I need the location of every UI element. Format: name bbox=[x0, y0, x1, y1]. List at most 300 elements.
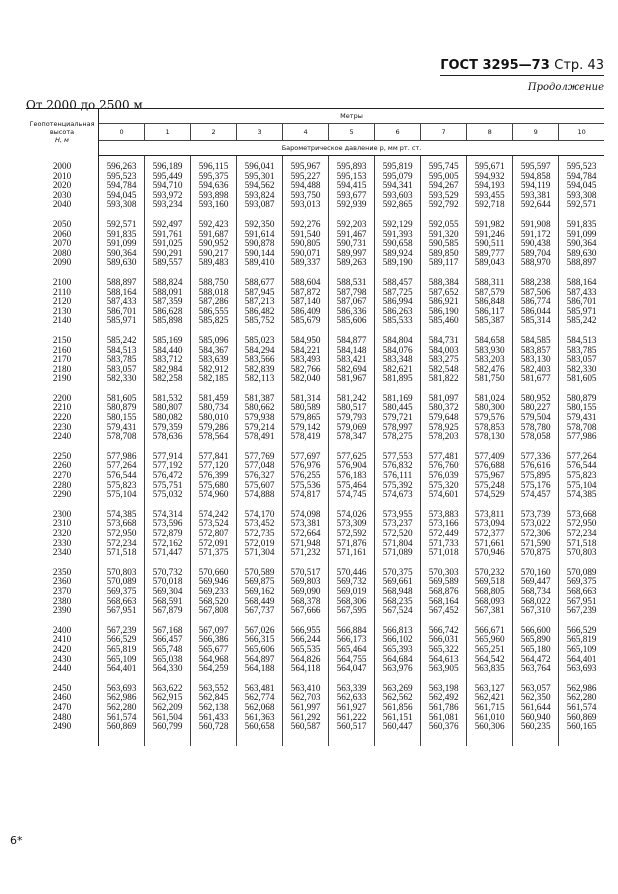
pressure-cell: 569,875 bbox=[237, 577, 283, 587]
pressure-cell: 580,662 bbox=[237, 403, 283, 413]
metres-label: Метры bbox=[99, 109, 605, 124]
pressure-cell: 574,529 bbox=[467, 490, 513, 500]
pressure-cell: 564,968 bbox=[191, 655, 237, 665]
pressure-cell: 591,614 bbox=[237, 230, 283, 240]
pressure-cell: 575,823 bbox=[566, 470, 597, 481]
pressure-cell: 570,089 bbox=[99, 577, 145, 587]
pressure-cell: 581,822 bbox=[421, 374, 467, 384]
pressure-cell: 568,663 bbox=[99, 597, 145, 607]
pressure-cell: 569,946 bbox=[191, 577, 237, 587]
empty-cell bbox=[237, 732, 283, 746]
pressure-cell: 574,385 bbox=[566, 489, 597, 500]
height-cell: 2430 bbox=[26, 655, 99, 665]
pressure-cell: 587,945 bbox=[237, 288, 283, 298]
pressure-cell: 560,306 bbox=[467, 722, 513, 732]
table-row bbox=[26, 374, 604, 384]
pressure-cell: 584,148 bbox=[329, 346, 375, 356]
pressure-cell: 568,948 bbox=[375, 587, 421, 597]
height-cell: 2360 bbox=[26, 577, 99, 587]
pressure-cell: 580,734 bbox=[191, 403, 237, 413]
pressure-cell: 567,808 bbox=[191, 606, 237, 616]
pressure-cell: 566,671 bbox=[467, 616, 513, 636]
pressure-cell: 583,930 bbox=[467, 346, 513, 356]
pressure-cell: 589,117 bbox=[421, 258, 467, 268]
pressure-cell: 592,939 bbox=[329, 200, 375, 210]
pressure-cell: 566,173 bbox=[329, 635, 375, 645]
pressure-cell: 574,314 bbox=[145, 500, 191, 520]
page-header bbox=[440, 58, 604, 76]
pressure-cell: 568,449 bbox=[237, 597, 283, 607]
pressure-cell: 563,198 bbox=[421, 674, 467, 694]
pressure-cell: 573,883 bbox=[421, 500, 467, 520]
table-row bbox=[26, 156, 604, 172]
pressure-cell: 565,960 bbox=[467, 635, 513, 645]
pressure-cell: 561,433 bbox=[191, 713, 237, 723]
pressure-cell: 582,113 bbox=[237, 374, 283, 384]
pressure-cell: 562,068 bbox=[237, 703, 283, 713]
pressure-cell: 583,785 bbox=[566, 344, 597, 355]
pressure-cell: 582,694 bbox=[329, 365, 375, 375]
pressure-cell: 585,387 bbox=[467, 316, 513, 326]
pressure-cell: 592,423 bbox=[191, 210, 237, 230]
pressure-cell: 568,805 bbox=[467, 587, 513, 597]
height-cell: 2460 bbox=[26, 693, 99, 703]
pressure-cell: 562,492 bbox=[421, 693, 467, 703]
pressure-cell: 590,952 bbox=[191, 239, 237, 249]
height-cell: 2480 bbox=[26, 713, 99, 723]
height-cell: 2130 bbox=[26, 307, 99, 317]
pressure-cell: 560,728 bbox=[191, 722, 237, 732]
pressure-cell: 589,704 bbox=[513, 249, 559, 259]
pressure-cell: 592,571 bbox=[99, 210, 145, 230]
pressure-cell: 578,130 bbox=[467, 432, 513, 442]
pressure-cell: 568,520 bbox=[191, 597, 237, 607]
column-header: 1 bbox=[145, 124, 191, 141]
pressure-cell: 564,684 bbox=[375, 655, 421, 665]
pressure-cell: 566,600 bbox=[513, 616, 559, 636]
pressure-cell: 582,330 bbox=[99, 374, 145, 384]
pressure-cell: 570,232 bbox=[467, 558, 513, 578]
pressure-cell: 565,038 bbox=[145, 655, 191, 665]
pressure-cell: 567,310 bbox=[513, 606, 559, 616]
pressure-cell: 571,804 bbox=[375, 539, 421, 549]
pressure-cell: 591,908 bbox=[513, 210, 559, 230]
pressure-cell: 561,715 bbox=[467, 703, 513, 713]
pressure-cell: 575,464 bbox=[329, 481, 375, 491]
pressure-cell: 580,879 bbox=[99, 403, 145, 413]
pressure-cell: 583,785 bbox=[99, 355, 145, 365]
height-cell: 2190 bbox=[26, 374, 99, 384]
column-header: 2 bbox=[191, 124, 237, 141]
pressure-cell: 569,803 bbox=[283, 577, 329, 587]
pressure-cell: 573,955 bbox=[375, 500, 421, 520]
pressure-cell: 579,865 bbox=[283, 413, 329, 423]
pressure-cell: 580,082 bbox=[145, 413, 191, 423]
pressure-cell: 580,589 bbox=[283, 403, 329, 413]
pressure-cell: 564,613 bbox=[421, 655, 467, 665]
pressure-cell: 589,410 bbox=[237, 258, 283, 268]
pressure-cell: 586,994 bbox=[375, 297, 421, 307]
pressure-cell: 588,897 bbox=[566, 257, 597, 268]
pressure-cell: 595,523 bbox=[99, 172, 145, 182]
pressure-cell: 569,661 bbox=[375, 577, 421, 587]
pressure-cell: 572,091 bbox=[191, 539, 237, 549]
pressure-label: Барометрическое давление p, мм рт. ст. bbox=[99, 141, 605, 156]
pressure-cell: 568,378 bbox=[283, 597, 329, 607]
pressure-cell: 565,890 bbox=[513, 635, 559, 645]
pressure-cell: 572,306 bbox=[513, 529, 559, 539]
pressure-cell: 588,897 bbox=[99, 268, 145, 288]
pressure-cell: 567,879 bbox=[145, 606, 191, 616]
row-header-line: высота bbox=[49, 128, 75, 137]
table-row bbox=[26, 674, 604, 694]
pressure-cell: 560,165 bbox=[566, 721, 597, 732]
pressure-cell: 573,237 bbox=[375, 519, 421, 529]
pressure-cell: 566,955 bbox=[283, 616, 329, 636]
pressure-cell: 569,090 bbox=[283, 587, 329, 597]
pressure-cell: 560,658 bbox=[237, 722, 283, 732]
column-header: 7 bbox=[421, 124, 467, 141]
height-cell: 2290 bbox=[26, 490, 99, 500]
pressure-cell: 593,677 bbox=[329, 191, 375, 201]
pressure-cell: 581,967 bbox=[329, 374, 375, 384]
pressure-cell: 585,096 bbox=[191, 326, 237, 346]
height-cell: 2000 bbox=[26, 156, 99, 172]
pressure-cell: 563,481 bbox=[237, 674, 283, 694]
pressure-cell: 565,180 bbox=[513, 645, 559, 655]
height-cell: 2230 bbox=[26, 423, 99, 433]
pressure-cell: 590,144 bbox=[237, 249, 283, 259]
pressure-cell: 584,513 bbox=[99, 346, 145, 356]
pressure-cell: 570,946 bbox=[467, 548, 513, 558]
pressure-cell: 580,517 bbox=[329, 403, 375, 413]
pressure-cell: 571,876 bbox=[329, 539, 375, 549]
pressure-cell: 572,735 bbox=[237, 529, 283, 539]
pressure-cell: 571,161 bbox=[329, 548, 375, 558]
pressure-cell: 589,483 bbox=[191, 258, 237, 268]
pressure-cell: 567,026 bbox=[237, 616, 283, 636]
pressure-cell: 576,544 bbox=[99, 471, 145, 481]
pressure-cell: 593,603 bbox=[375, 191, 421, 201]
pressure-cell: 562,350 bbox=[513, 693, 559, 703]
pressure-cell: 592,129 bbox=[375, 210, 421, 230]
pressure-cell: 577,697 bbox=[283, 442, 329, 462]
pressure-cell: 585,898 bbox=[145, 316, 191, 326]
pressure-cell: 561,574 bbox=[99, 713, 145, 723]
pressure-cell: 589,263 bbox=[329, 258, 375, 268]
pressure-cell: 574,242 bbox=[191, 500, 237, 520]
pressure-cell: 575,104 bbox=[566, 479, 597, 490]
height-cell: 2220 bbox=[26, 413, 99, 423]
pressure-cell: 566,884 bbox=[329, 616, 375, 636]
pressure-cell: 586,117 bbox=[467, 307, 513, 317]
empty-cell bbox=[191, 732, 237, 746]
pressure-cell: 593,308 bbox=[99, 200, 145, 210]
pressure-cell: 576,616 bbox=[513, 461, 559, 471]
height-cell: 2200 bbox=[26, 384, 99, 404]
height-cell: 2180 bbox=[26, 365, 99, 375]
pressure-cell: 590,071 bbox=[283, 249, 329, 259]
height-cell: 2390 bbox=[26, 606, 99, 616]
pressure-cell: 575,967 bbox=[467, 471, 513, 481]
pressure-cell: 578,419 bbox=[283, 432, 329, 442]
pressure-cell: 561,010 bbox=[467, 713, 513, 723]
pressure-cell: 587,286 bbox=[191, 297, 237, 307]
pressure-cell: 582,912 bbox=[191, 365, 237, 375]
pressure-cell: 589,997 bbox=[329, 249, 375, 259]
height-cell: 2450 bbox=[26, 674, 99, 694]
pressure-cell: 587,359 bbox=[145, 297, 191, 307]
pressure-cell: 566,102 bbox=[375, 635, 421, 645]
pressure-cell: 594,710 bbox=[145, 181, 191, 191]
height-cell: 2210 bbox=[26, 403, 99, 413]
pressure-cell: 576,327 bbox=[237, 471, 283, 481]
pressure-cell: 594,193 bbox=[467, 181, 513, 191]
pressure-cell: 580,155 bbox=[566, 402, 597, 413]
pressure-cell: 577,264 bbox=[99, 461, 145, 471]
pressure-cell: 564,897 bbox=[237, 655, 283, 665]
table-row bbox=[26, 384, 604, 404]
pressure-cell: 590,438 bbox=[513, 239, 559, 249]
pressure-cell: 562,703 bbox=[283, 693, 329, 703]
pressure-cell: 560,869 bbox=[566, 711, 597, 722]
pressure-cell: 581,677 bbox=[513, 374, 559, 384]
pressure-cell: 583,203 bbox=[467, 355, 513, 365]
pressure-cell: 574,601 bbox=[421, 490, 467, 500]
pressure-cell: 588,091 bbox=[145, 288, 191, 298]
pressure-cell: 564,401 bbox=[99, 664, 145, 674]
empty-cell bbox=[559, 732, 604, 746]
pressure-cell: 561,151 bbox=[375, 713, 421, 723]
pressure-cell: 595,967 bbox=[283, 156, 329, 172]
pressure-cell: 567,666 bbox=[283, 606, 329, 616]
pressure-cell: 585,971 bbox=[99, 316, 145, 326]
pressure-cell: 585,460 bbox=[421, 316, 467, 326]
pressure-cell: 563,269 bbox=[375, 674, 421, 694]
pressure-cell: 583,348 bbox=[375, 355, 421, 365]
pressure-cell: 566,529 bbox=[99, 635, 145, 645]
pressure-cell: 577,336 bbox=[513, 442, 559, 462]
pressure-cell: 560,869 bbox=[99, 722, 145, 732]
pressure-cell: 593,455 bbox=[467, 191, 513, 201]
pressure-cell: 593,013 bbox=[283, 200, 329, 210]
continuation-note: Продолжение bbox=[527, 82, 604, 93]
pressure-cell: 577,048 bbox=[237, 461, 283, 471]
pressure-cell: 562,986 bbox=[566, 682, 597, 693]
pressure-cell: 578,491 bbox=[237, 432, 283, 442]
pressure-cell: 595,153 bbox=[329, 172, 375, 182]
pressure-cell: 595,671 bbox=[467, 156, 513, 172]
pressure-cell: 566,529 bbox=[566, 624, 597, 635]
pressure-cell: 575,320 bbox=[421, 481, 467, 491]
pressure-cell: 565,322 bbox=[421, 645, 467, 655]
pressure-cell: 586,263 bbox=[375, 307, 421, 317]
pressure-cell: 591,835 bbox=[99, 230, 145, 240]
pressure-cell: 578,853 bbox=[467, 423, 513, 433]
pressure-cell: 591,467 bbox=[329, 230, 375, 240]
pressure-cell: 589,777 bbox=[467, 249, 513, 259]
pressure-cell: 589,630 bbox=[566, 247, 597, 258]
pressure-cell: 570,732 bbox=[145, 558, 191, 578]
pressure-cell: 583,421 bbox=[329, 355, 375, 365]
empty-cell bbox=[145, 732, 191, 746]
height-cell: 2110 bbox=[26, 288, 99, 298]
table-row bbox=[26, 606, 604, 616]
table-row bbox=[26, 664, 604, 674]
table-row bbox=[26, 558, 604, 578]
column-header-row bbox=[26, 124, 604, 141]
height-cell: 2400 bbox=[26, 616, 99, 636]
pressure-cell: 566,813 bbox=[375, 616, 421, 636]
pressure-cell: 578,925 bbox=[421, 423, 467, 433]
height-cell: 2050 bbox=[26, 210, 99, 230]
table-row bbox=[26, 432, 604, 442]
pressure-cell: 591,761 bbox=[145, 230, 191, 240]
pressure-cell: 592,276 bbox=[283, 210, 329, 230]
pressure-cell: 584,367 bbox=[191, 346, 237, 356]
pressure-cell: 584,221 bbox=[283, 346, 329, 356]
page-number: Стр. 43 bbox=[554, 58, 604, 73]
height-cell: 2010 bbox=[26, 172, 99, 182]
pressure-cell: 566,457 bbox=[145, 635, 191, 645]
pressure-cell: 561,927 bbox=[329, 703, 375, 713]
pressure-cell: 574,673 bbox=[375, 490, 421, 500]
pressure-cell: 571,518 bbox=[99, 548, 145, 558]
pressure-cell: 573,166 bbox=[421, 519, 467, 529]
table-row bbox=[26, 548, 604, 558]
pressure-cell: 581,314 bbox=[283, 384, 329, 404]
pressure-cell: 596,189 bbox=[145, 156, 191, 172]
pressure-cell: 584,003 bbox=[421, 346, 467, 356]
pressure-cell: 592,718 bbox=[467, 200, 513, 210]
pressure-cell: 585,533 bbox=[375, 316, 421, 326]
height-cell: 2300 bbox=[26, 500, 99, 520]
pressure-cell: 573,811 bbox=[467, 500, 513, 520]
pressure-cell: 591,982 bbox=[467, 210, 513, 230]
pressure-cell: 584,950 bbox=[283, 326, 329, 346]
pressure-cell: 571,733 bbox=[421, 539, 467, 549]
pressure-cell: 573,381 bbox=[283, 519, 329, 529]
pressure-cell: 577,481 bbox=[421, 442, 467, 462]
height-cell: 2270 bbox=[26, 471, 99, 481]
pressure-cell: 595,523 bbox=[566, 161, 597, 171]
pressure-cell: 560,517 bbox=[329, 722, 375, 732]
pressure-cell: 566,315 bbox=[237, 635, 283, 645]
pressure-cell: 581,024 bbox=[467, 384, 513, 404]
pressure-cell: 581,459 bbox=[191, 384, 237, 404]
pressure-cell: 585,023 bbox=[237, 326, 283, 346]
pressure-cell: 589,924 bbox=[375, 249, 421, 259]
pressure-cell: 578,708 bbox=[99, 432, 145, 442]
empty-cell bbox=[329, 732, 375, 746]
pressure-cell: 564,472 bbox=[513, 655, 559, 665]
pressure-cell: 561,222 bbox=[329, 713, 375, 723]
pressure-cell: 583,130 bbox=[513, 355, 559, 365]
height-cell: 2320 bbox=[26, 529, 99, 539]
pressure-cell: 592,792 bbox=[421, 200, 467, 210]
pressure-cell: 590,731 bbox=[329, 239, 375, 249]
pressure-cell: 570,875 bbox=[513, 548, 559, 558]
pressure-cell: 594,636 bbox=[191, 181, 237, 191]
pressure-cell: 584,804 bbox=[375, 326, 421, 346]
pressure-cell: 573,524 bbox=[191, 519, 237, 529]
pressure-cell: 595,745 bbox=[421, 156, 467, 172]
pressure-cell: 588,677 bbox=[237, 268, 283, 288]
pressure-cell: 566,031 bbox=[421, 635, 467, 645]
pressure-cell: 596,263 bbox=[99, 156, 145, 172]
height-cell: 2120 bbox=[26, 297, 99, 307]
pressure-cell: 567,452 bbox=[421, 606, 467, 616]
pressure-cell: 570,517 bbox=[283, 558, 329, 578]
pressure-cell: 563,905 bbox=[421, 664, 467, 674]
height-cell: 2250 bbox=[26, 442, 99, 462]
pressure-cell: 596,041 bbox=[237, 156, 283, 172]
pressure-cell: 571,948 bbox=[283, 539, 329, 549]
pressure-cell: 581,750 bbox=[467, 374, 513, 384]
pressure-cell: 588,384 bbox=[421, 268, 467, 288]
pressure-cell: 572,234 bbox=[99, 539, 145, 549]
pressure-cell: 583,057 bbox=[99, 365, 145, 375]
pressure-cell: 566,386 bbox=[191, 635, 237, 645]
pressure-cell: 567,239 bbox=[99, 616, 145, 636]
pressure-cell: 562,209 bbox=[145, 703, 191, 713]
table-row bbox=[26, 258, 604, 268]
pressure-cell: 582,330 bbox=[566, 363, 597, 374]
empty-cell bbox=[26, 732, 99, 746]
pressure-cell: 567,951 bbox=[566, 595, 597, 606]
pressure-cell: 577,553 bbox=[375, 442, 421, 462]
pressure-cell: 575,607 bbox=[237, 481, 283, 491]
pressure-cell: 582,476 bbox=[467, 365, 513, 375]
pressure-cell: 562,138 bbox=[191, 703, 237, 713]
empty-cell bbox=[283, 732, 329, 746]
pressure-cell: 568,591 bbox=[145, 597, 191, 607]
pressure-cell: 571,590 bbox=[513, 539, 559, 549]
column-header: 4 bbox=[283, 124, 329, 141]
pressure-cell: 576,688 bbox=[467, 461, 513, 471]
pressure-cell: 571,661 bbox=[467, 539, 513, 549]
pressure-cell: 579,938 bbox=[237, 413, 283, 423]
pressure-cell: 577,986 bbox=[566, 431, 597, 442]
pressure-cell: 580,879 bbox=[566, 392, 597, 403]
pressure-cell: 594,562 bbox=[237, 181, 283, 191]
pressure-cell: 592,644 bbox=[513, 200, 559, 210]
pressure-cell: 578,997 bbox=[375, 423, 421, 433]
pressure-cell: 563,622 bbox=[145, 674, 191, 694]
pressure-cell: 572,377 bbox=[467, 529, 513, 539]
pressure-cell: 573,452 bbox=[237, 519, 283, 529]
pressure-cell: 582,403 bbox=[513, 365, 559, 375]
pressure-cell: 569,518 bbox=[467, 577, 513, 587]
pressure-cell: 565,535 bbox=[283, 645, 329, 655]
height-cell: 2260 bbox=[26, 461, 99, 471]
pressure-cell: 570,303 bbox=[421, 558, 467, 578]
table-row bbox=[26, 500, 604, 520]
column-header: 6 bbox=[375, 124, 421, 141]
pressure-cell: 568,022 bbox=[513, 597, 559, 607]
pressure-cell: 572,162 bbox=[145, 539, 191, 549]
pressure-cell: 581,242 bbox=[329, 384, 375, 404]
pressure-cell: 565,251 bbox=[467, 645, 513, 655]
pressure-cell: 587,433 bbox=[99, 297, 145, 307]
pressure-cell: 582,839 bbox=[237, 365, 283, 375]
pressure-cell: 590,364 bbox=[99, 249, 145, 259]
empty-cell bbox=[513, 732, 559, 746]
pressure-cell: 573,022 bbox=[513, 519, 559, 529]
pressure-cell: 570,446 bbox=[329, 558, 375, 578]
pressure-cell: 582,548 bbox=[421, 365, 467, 375]
pressure-cell: 589,043 bbox=[467, 258, 513, 268]
